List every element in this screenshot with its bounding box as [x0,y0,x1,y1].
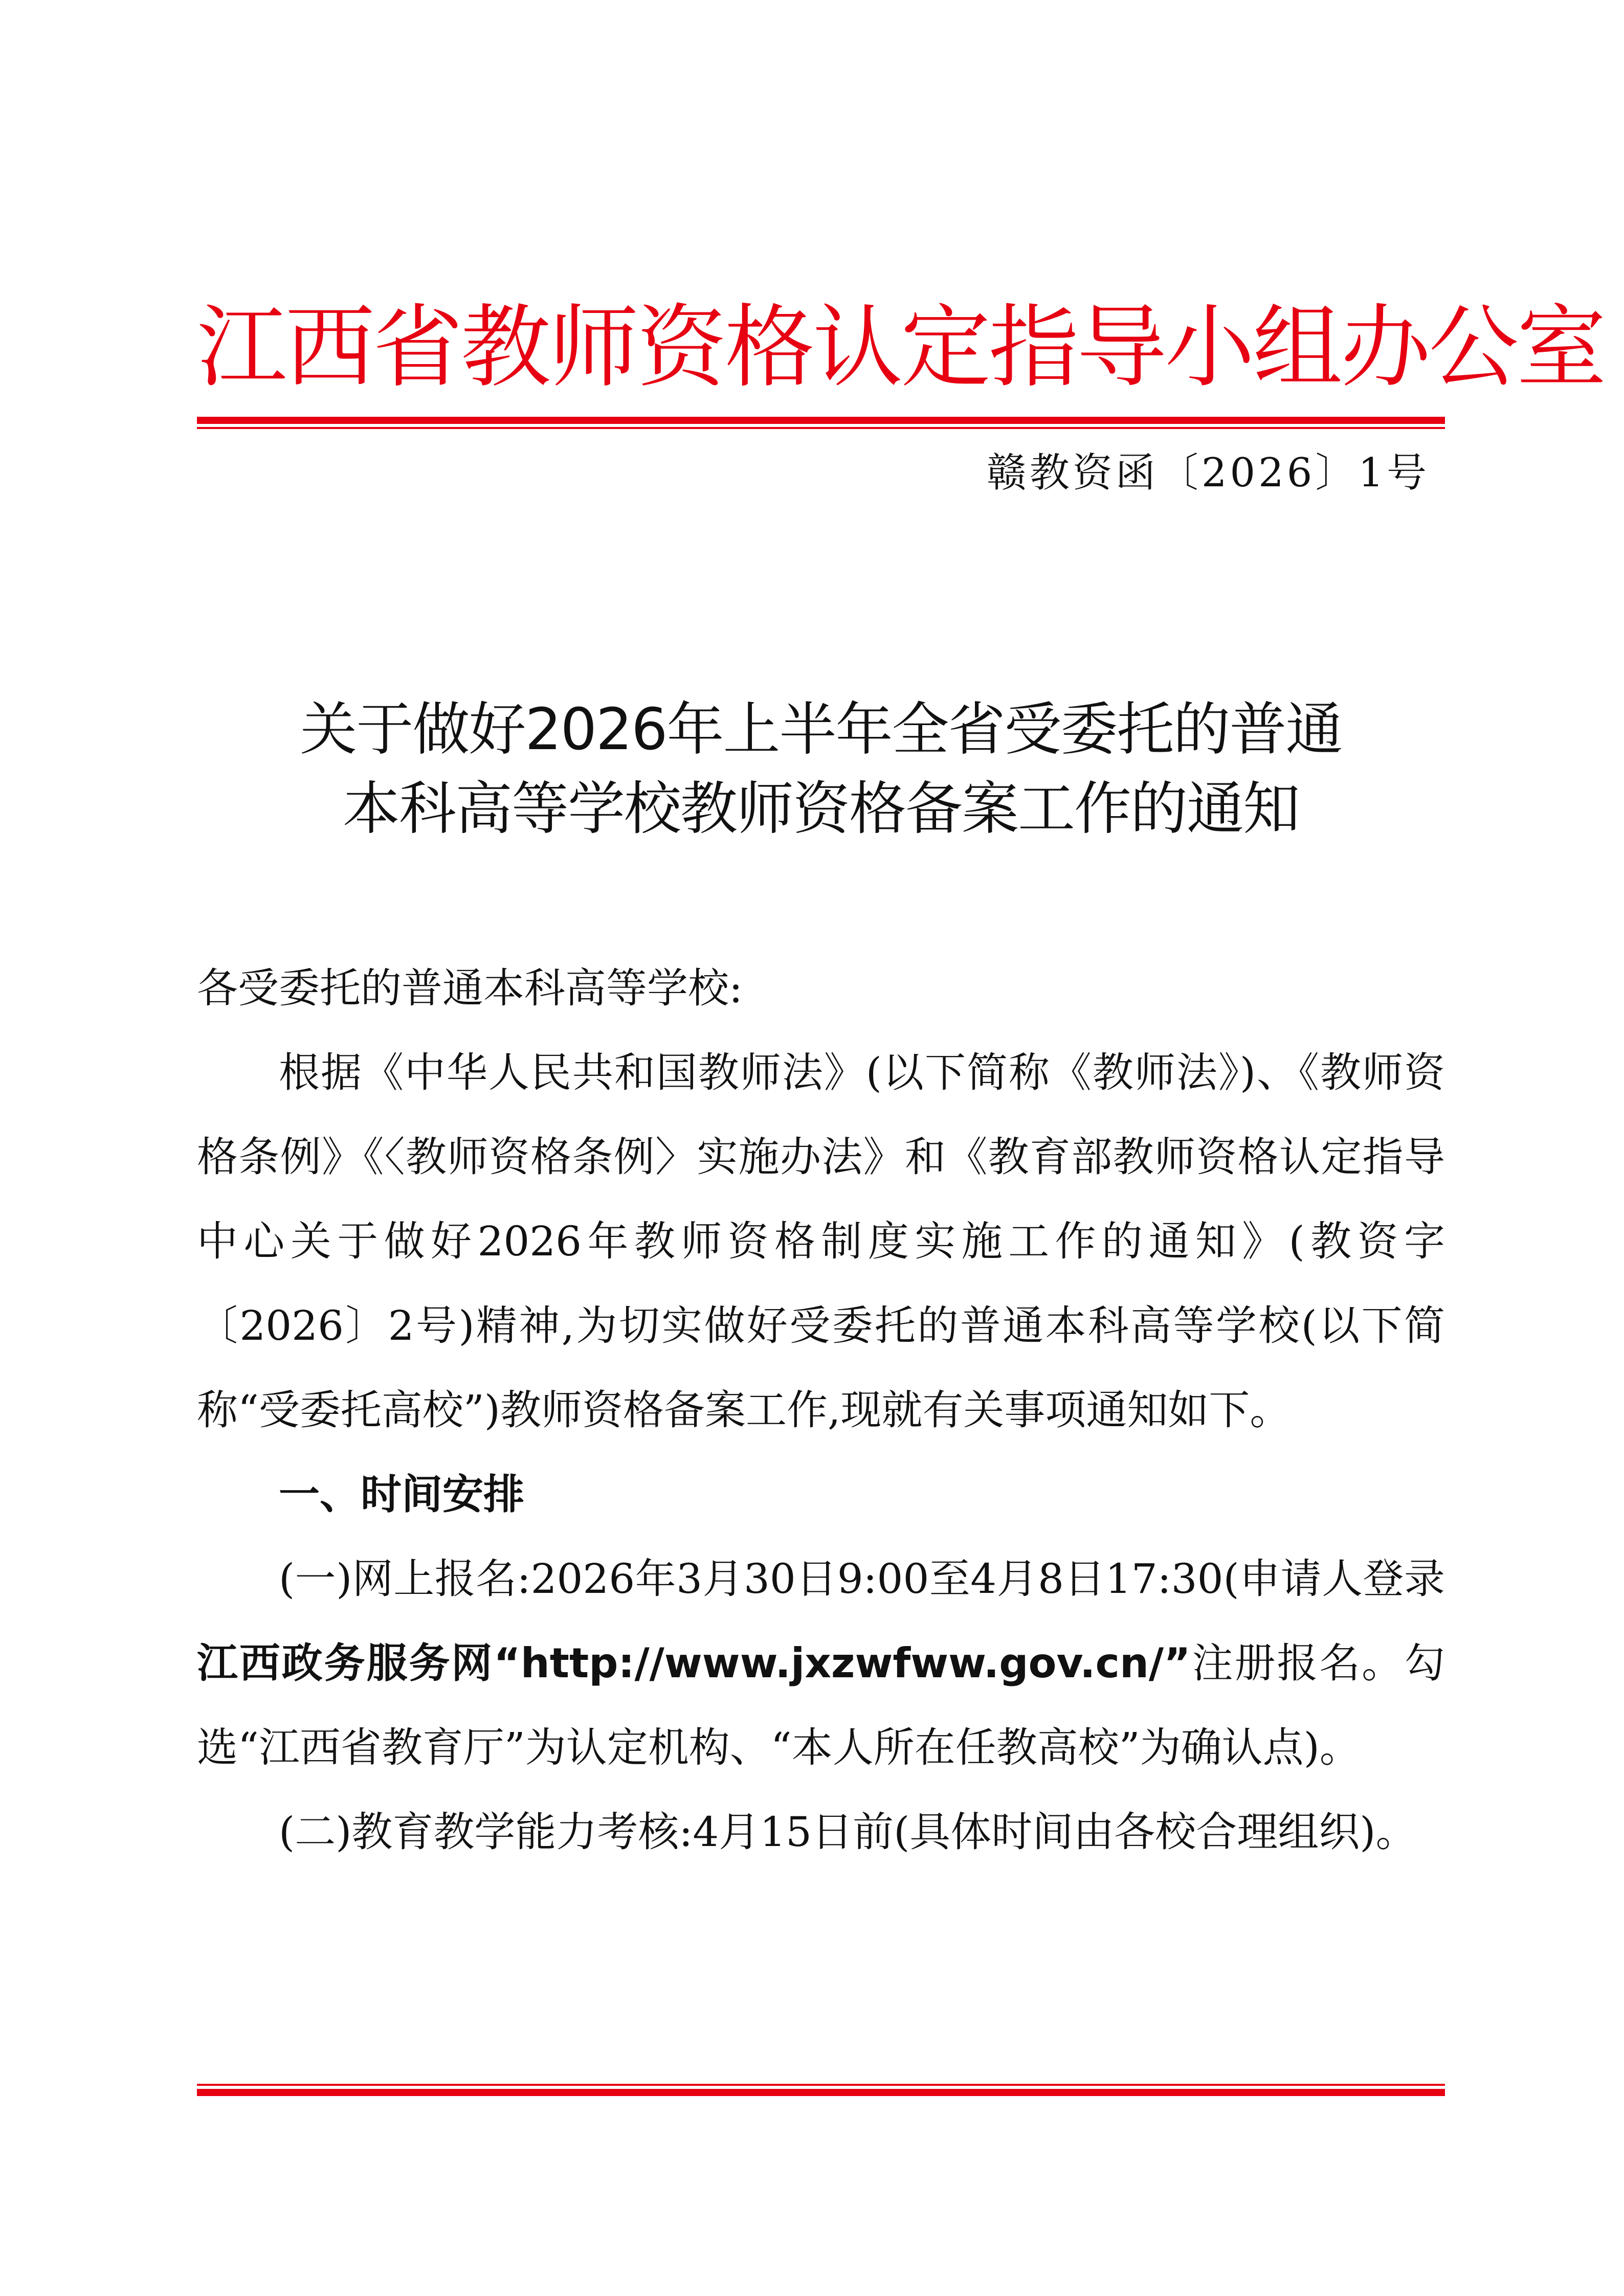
registration-text-suffix: 注册报名。勾选“江西省教育厅”为认定机构、“本人所在任教高校”为确认点)。 [197,1639,1445,1771]
schedule-item-online-registration [197,1537,1445,1790]
document-number: 赣教资函〔2026〕1号 [986,450,1430,496]
header-red-double-rule [197,417,1445,430]
schedule-item-teaching-assessment: (二)教育教学能力考核:4月15日前(具体时间由各校合理组织)。 [279,1808,1417,1856]
notice-title-line-1: 关于做好2026年上半年全省受委托的普通 [300,696,1342,763]
government-service-site-link[interactable]: 江西政务服务网“http://www.jxzwfww.gov.cn/” [197,1639,1191,1687]
section-heading-schedule: 一、时间安排 [279,1471,524,1518]
footer-rule-thick [197,2089,1445,2096]
header-rule-thin [197,427,1445,429]
notice-title [197,690,1445,849]
registration-text-prefix: (一)网上报名:2026年3月30日9:00至4月8日17:30(申请人登录 [279,1555,1445,1603]
issuing-office-title: 江西省教师资格认定指导小组办公室 [197,295,1605,400]
header-rule-thick [197,417,1445,424]
footer-rule-thin [197,2084,1445,2086]
notice-body [197,946,1445,1874]
salutation: 各受委托的普通本科高等学校: [197,964,743,1012]
footer-red-double-rule [197,2084,1445,2097]
intro-paragraph: 根据《中华人民共和国教师法》(以下简称《教师法》)、《教师资格条例》《〈教师资格条例〉实施办法》和《教育部教师资格认定指导中心关于做好2026年教师资格制度实施工作的通知》(教资字〔2026〕2号)精神,为切实做好受委托的普通本科高等学校(以下简称“受委托高校”)教师资格备案工作,现就有关事项通知如下。 [197,1049,1445,1434]
notice-title-line-2: 本科高等学校教师资格备案工作的通知 [343,776,1299,842]
